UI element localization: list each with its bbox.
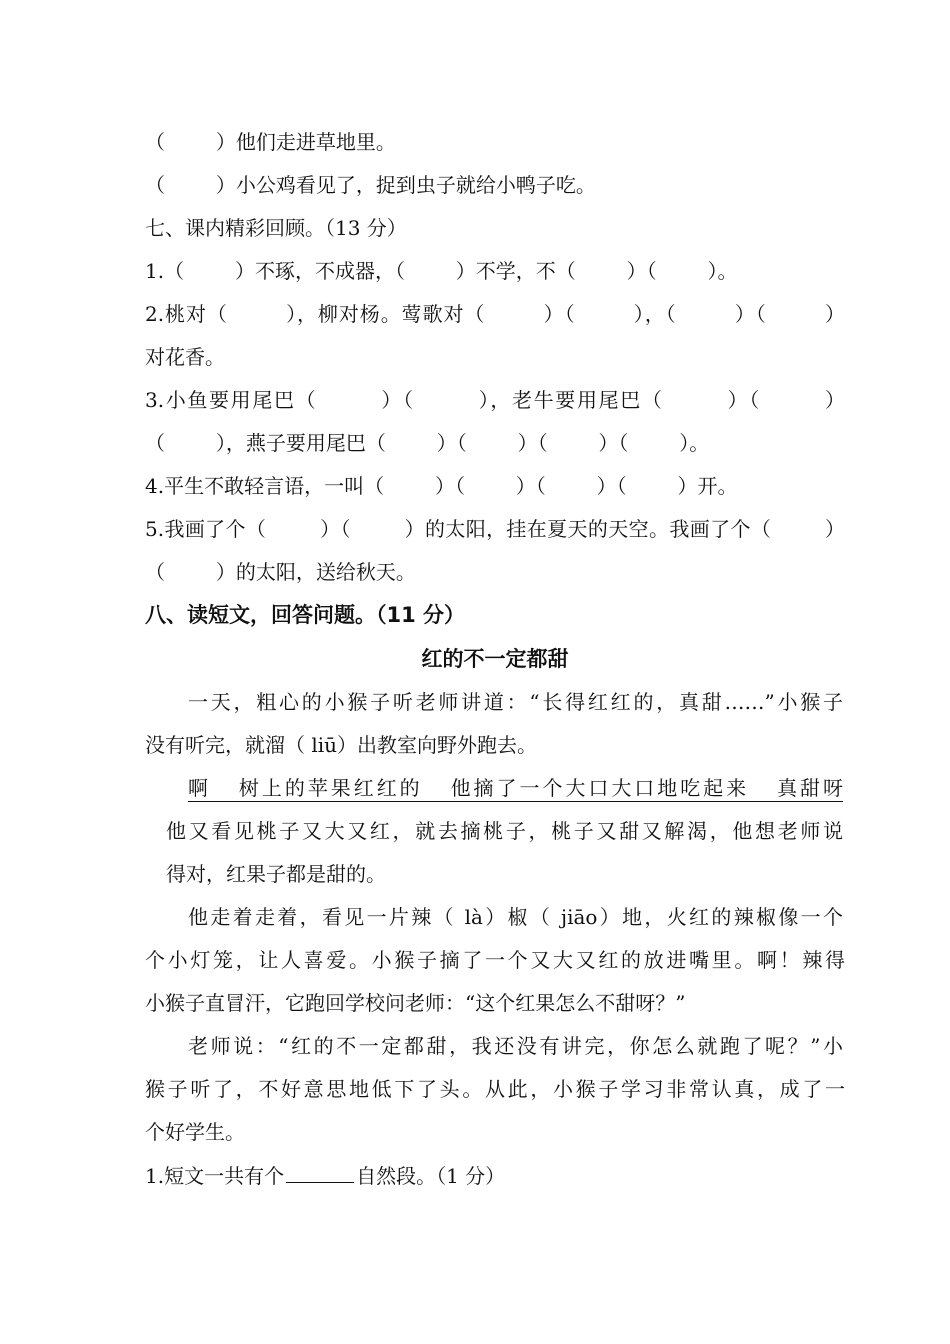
section6-line-2: （ ）小公鸡看见了，捉到虫子就给小鸭子吃。 [145,173,596,197]
story-p4-line-1: 老师说：“红的不一定都甜，我还没有讲完，你怎么就跑了呢？”小 [188,1034,843,1058]
story-p2-line-2: 他又看见桃子又大又红，就去摘桃子，桃子又甜又解渴，他想老师说 [166,819,843,843]
story-p2-line-1-punctuation-task: 啊 树上的苹果红红的 他摘了一个大口大口地吃起来 真甜呀 [188,776,843,800]
section8-q1-text-before: 1.短文一共有个 [145,1164,285,1188]
section7-q4: 4.平生不敢轻言语，一叫（ ）（ ）（ ）（ ）开。 [145,474,738,498]
section8-heading: 八、读短文，回答问题。（11 分） [145,603,466,627]
answer-blank[interactable] [286,1158,354,1183]
story-p3-line-2: 个小灯笼，让人喜爱。小猴子摘了一个又大又红的放进嘴里。啊！辣得 [145,948,845,972]
story-p2-line-3: 得对，红果子都是甜的。 [166,862,386,886]
story-p3-line-1: 他走着走着，看见一片辣（ là）椒（ jiāo）地，火红的辣椒像一个 [188,905,843,929]
story-p4-line-2: 猴子听了，不好意思地低下了头。从此，小猴子学习非常认真，成了一 [145,1077,845,1101]
section6-line-1: （ ）他们走进草地里。 [145,130,396,154]
story-title: 红的不一定都甜 [421,647,569,671]
section7-q3-line-1: 3.小鱼要用尾巴（ ）（ ），老牛要用尾巴（ ）（ ） [145,388,845,412]
section7-q1: 1.（ ）不琢，不成器，（ ）不学，不（ ）（ ）。 [145,259,738,283]
section7-q2-line-2: 对花香。 [145,345,225,369]
section8-q1-text-after: 自然段。（1 分） [356,1164,506,1188]
section7-heading: 七、课内精彩回顾。（13 分） [145,216,407,240]
section8-q1 [145,1158,845,1192]
story-p4-line-3: 个好学生。 [145,1120,245,1144]
story-p1-line-1: 一天，粗心的小猴子听老师讲道：“长得红红的，真甜……”小猴子 [188,690,843,714]
section7-q5-line-2: （ ）的太阳，送给秋天。 [145,560,416,584]
story-p3-line-3: 小猴子直冒汗，它跑回学校问老师：“这个红果怎么不甜呀？” [145,991,686,1015]
section7-q3-line-2: （ ），燕子要用尾巴（ ）（ ）（ ）（ ）。 [145,431,710,455]
story-p1-line-2: 没有听完，就溜（ liū）出教室向野外跑去。 [145,733,538,757]
section7-q2-line-1: 2.桃对（ ），柳对杨。莺歌对（ ）（ ），（ ）（ ） [145,302,845,326]
section7-q5-line-1: 5.我画了个（ ）（ ）的太阳，挂在夏天的天空。我画了个（ ） [145,517,845,541]
